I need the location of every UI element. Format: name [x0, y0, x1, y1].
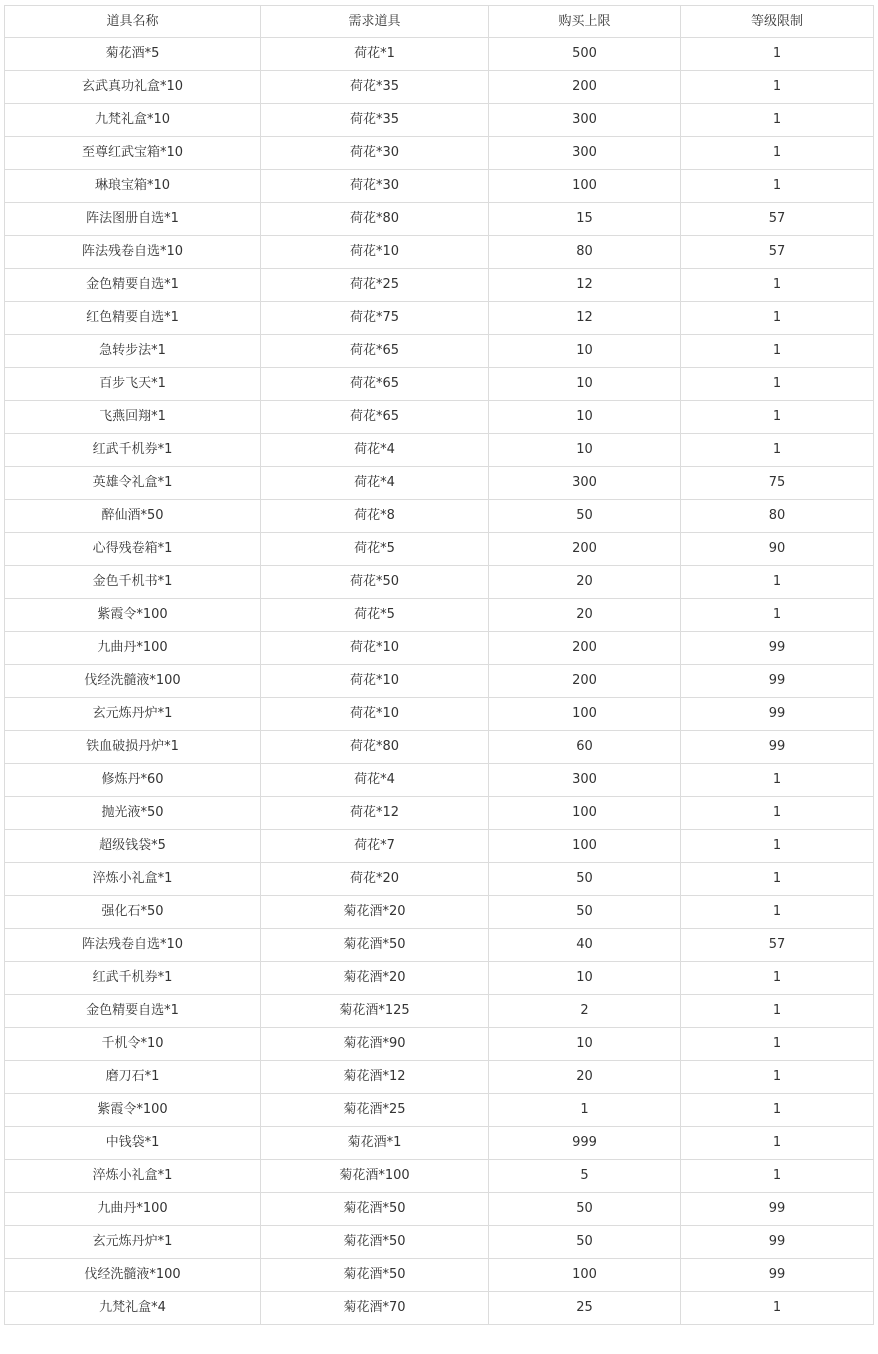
cell-level-limit: 1 — [681, 302, 874, 335]
table-row — [5, 731, 874, 764]
cell-purchase-limit: 999 — [489, 1127, 681, 1160]
cell-level-limit: 80 — [681, 500, 874, 533]
cell-purchase-limit: 10 — [489, 434, 681, 467]
cell-item-name: 心得残卷箱*1 — [5, 533, 261, 566]
cell-item-name: 伐经洗髓液*100 — [5, 1259, 261, 1292]
cell-item-name: 玄武真功礼盒*10 — [5, 71, 261, 104]
cell-purchase-limit: 50 — [489, 863, 681, 896]
cell-level-limit: 1 — [681, 1127, 874, 1160]
header-level-limit: 等级限制 — [681, 6, 874, 38]
table-row — [5, 1127, 874, 1160]
cell-purchase-limit: 200 — [489, 665, 681, 698]
cell-level-limit: 1 — [681, 335, 874, 368]
cell-purchase-limit: 15 — [489, 203, 681, 236]
cell-purchase-limit: 50 — [489, 500, 681, 533]
table-row — [5, 401, 874, 434]
cell-level-limit: 57 — [681, 929, 874, 962]
cell-item-name: 阵法残卷自选*10 — [5, 929, 261, 962]
cell-item-name: 急转步法*1 — [5, 335, 261, 368]
cell-level-limit: 1 — [681, 599, 874, 632]
cell-item-name: 超级钱袋*5 — [5, 830, 261, 863]
cell-level-limit: 1 — [681, 896, 874, 929]
cell-purchase-limit: 12 — [489, 269, 681, 302]
cell-required-item: 荷花*4 — [261, 434, 489, 467]
cell-purchase-limit: 10 — [489, 335, 681, 368]
header-row — [5, 6, 874, 38]
cell-required-item: 菊花酒*1 — [261, 1127, 489, 1160]
table-row — [5, 1094, 874, 1127]
cell-required-item: 荷花*30 — [261, 137, 489, 170]
cell-item-name: 金色精要自选*1 — [5, 995, 261, 1028]
cell-level-limit: 1 — [681, 401, 874, 434]
header-purchase-limit: 购买上限 — [489, 6, 681, 38]
cell-level-limit: 90 — [681, 533, 874, 566]
cell-level-limit: 1 — [681, 1292, 874, 1325]
cell-level-limit: 99 — [681, 731, 874, 764]
cell-required-item: 荷花*10 — [261, 698, 489, 731]
cell-required-item: 菊花酒*90 — [261, 1028, 489, 1061]
cell-required-item: 菊花酒*20 — [261, 962, 489, 995]
cell-purchase-limit: 80 — [489, 236, 681, 269]
table-row — [5, 533, 874, 566]
table-row — [5, 269, 874, 302]
cell-required-item: 荷花*5 — [261, 599, 489, 632]
cell-level-limit: 75 — [681, 467, 874, 500]
table-row — [5, 467, 874, 500]
cell-level-limit: 1 — [681, 104, 874, 137]
cell-required-item: 荷花*1 — [261, 38, 489, 71]
cell-item-name: 金色精要自选*1 — [5, 269, 261, 302]
cell-purchase-limit: 300 — [489, 104, 681, 137]
cell-purchase-limit: 100 — [489, 797, 681, 830]
cell-purchase-limit: 500 — [489, 38, 681, 71]
cell-item-name: 飞燕回翔*1 — [5, 401, 261, 434]
table-row — [5, 797, 874, 830]
cell-required-item: 菊花酒*100 — [261, 1160, 489, 1193]
cell-required-item: 荷花*4 — [261, 467, 489, 500]
cell-level-limit: 1 — [681, 1094, 874, 1127]
cell-item-name: 紫霞令*100 — [5, 1094, 261, 1127]
cell-required-item: 菊花酒*50 — [261, 1226, 489, 1259]
cell-purchase-limit: 300 — [489, 764, 681, 797]
cell-purchase-limit: 50 — [489, 896, 681, 929]
cell-item-name: 玄元炼丹炉*1 — [5, 1226, 261, 1259]
table-row — [5, 500, 874, 533]
cell-required-item: 荷花*5 — [261, 533, 489, 566]
cell-item-name: 英雄令礼盒*1 — [5, 467, 261, 500]
cell-purchase-limit: 10 — [489, 1028, 681, 1061]
cell-purchase-limit: 50 — [489, 1226, 681, 1259]
cell-level-limit: 1 — [681, 995, 874, 1028]
cell-required-item: 菊花酒*25 — [261, 1094, 489, 1127]
cell-item-name: 中钱袋*1 — [5, 1127, 261, 1160]
cell-purchase-limit: 20 — [489, 1061, 681, 1094]
cell-required-item: 荷花*4 — [261, 764, 489, 797]
table-row — [5, 302, 874, 335]
shop-exchange-table — [4, 5, 874, 1325]
table-row — [5, 566, 874, 599]
cell-level-limit: 99 — [681, 632, 874, 665]
table-row — [5, 434, 874, 467]
cell-item-name: 玄元炼丹炉*1 — [5, 698, 261, 731]
cell-required-item: 荷花*10 — [261, 632, 489, 665]
cell-purchase-limit: 10 — [489, 401, 681, 434]
cell-purchase-limit: 100 — [489, 170, 681, 203]
header-item-name: 道具名称 — [5, 6, 261, 38]
table-row — [5, 698, 874, 731]
cell-level-limit: 1 — [681, 1028, 874, 1061]
cell-purchase-limit: 100 — [489, 1259, 681, 1292]
cell-required-item: 荷花*30 — [261, 170, 489, 203]
cell-item-name: 磨刀石*1 — [5, 1061, 261, 1094]
table-row — [5, 1160, 874, 1193]
cell-purchase-limit: 200 — [489, 632, 681, 665]
cell-item-name: 百步飞天*1 — [5, 368, 261, 401]
cell-level-limit: 1 — [681, 830, 874, 863]
table-row — [5, 599, 874, 632]
header-required-item: 需求道具 — [261, 6, 489, 38]
table-body — [5, 38, 874, 1325]
shop-table-container — [4, 5, 873, 1325]
cell-level-limit: 1 — [681, 797, 874, 830]
cell-purchase-limit: 5 — [489, 1160, 681, 1193]
cell-level-limit: 99 — [681, 698, 874, 731]
cell-level-limit: 1 — [681, 269, 874, 302]
cell-level-limit: 1 — [681, 137, 874, 170]
table-row — [5, 896, 874, 929]
cell-item-name: 铁血破损丹炉*1 — [5, 731, 261, 764]
cell-level-limit: 1 — [681, 434, 874, 467]
cell-item-name: 阵法残卷自选*10 — [5, 236, 261, 269]
cell-item-name: 菊花酒*5 — [5, 38, 261, 71]
cell-required-item: 菊花酒*50 — [261, 1259, 489, 1292]
cell-purchase-limit: 20 — [489, 599, 681, 632]
cell-required-item: 荷花*75 — [261, 302, 489, 335]
cell-required-item: 荷花*7 — [261, 830, 489, 863]
cell-item-name: 琳琅宝箱*10 — [5, 170, 261, 203]
cell-item-name: 淬炼小礼盒*1 — [5, 1160, 261, 1193]
cell-level-limit: 99 — [681, 1193, 874, 1226]
cell-purchase-limit: 200 — [489, 71, 681, 104]
table-row — [5, 632, 874, 665]
cell-required-item: 荷花*35 — [261, 104, 489, 137]
cell-item-name: 强化石*50 — [5, 896, 261, 929]
cell-required-item: 菊花酒*50 — [261, 929, 489, 962]
cell-level-limit: 57 — [681, 203, 874, 236]
cell-item-name: 紫霞令*100 — [5, 599, 261, 632]
cell-purchase-limit: 10 — [489, 962, 681, 995]
table-row — [5, 1193, 874, 1226]
cell-level-limit: 1 — [681, 71, 874, 104]
cell-purchase-limit: 20 — [489, 566, 681, 599]
cell-purchase-limit: 300 — [489, 137, 681, 170]
cell-item-name: 醉仙酒*50 — [5, 500, 261, 533]
cell-item-name: 伐经洗髓液*100 — [5, 665, 261, 698]
cell-purchase-limit: 200 — [489, 533, 681, 566]
cell-item-name: 红色精要自选*1 — [5, 302, 261, 335]
table-row — [5, 335, 874, 368]
cell-purchase-limit: 12 — [489, 302, 681, 335]
cell-level-limit: 1 — [681, 38, 874, 71]
cell-level-limit: 1 — [681, 1160, 874, 1193]
table-row — [5, 1028, 874, 1061]
cell-required-item: 菊花酒*12 — [261, 1061, 489, 1094]
cell-required-item: 荷花*25 — [261, 269, 489, 302]
table-row — [5, 995, 874, 1028]
cell-item-name: 九梵礼盒*10 — [5, 104, 261, 137]
cell-purchase-limit: 60 — [489, 731, 681, 764]
table-row — [5, 1061, 874, 1094]
table-row — [5, 170, 874, 203]
cell-level-limit: 1 — [681, 368, 874, 401]
cell-required-item: 荷花*65 — [261, 335, 489, 368]
cell-required-item: 荷花*12 — [261, 797, 489, 830]
cell-item-name: 九曲丹*100 — [5, 632, 261, 665]
cell-item-name: 九梵礼盒*4 — [5, 1292, 261, 1325]
table-row — [5, 929, 874, 962]
cell-item-name: 至尊红武宝箱*10 — [5, 137, 261, 170]
cell-item-name: 淬炼小礼盒*1 — [5, 863, 261, 896]
cell-required-item: 菊花酒*70 — [261, 1292, 489, 1325]
cell-level-limit: 1 — [681, 962, 874, 995]
cell-required-item: 荷花*80 — [261, 731, 489, 764]
cell-item-name: 修炼丹*60 — [5, 764, 261, 797]
cell-item-name: 金色千机书*1 — [5, 566, 261, 599]
cell-required-item: 荷花*35 — [261, 71, 489, 104]
cell-item-name: 抛光液*50 — [5, 797, 261, 830]
cell-purchase-limit: 50 — [489, 1193, 681, 1226]
table-row — [5, 38, 874, 71]
cell-item-name: 阵法图册自选*1 — [5, 203, 261, 236]
cell-level-limit: 57 — [681, 236, 874, 269]
table-row — [5, 104, 874, 137]
cell-purchase-limit: 10 — [489, 368, 681, 401]
cell-level-limit: 1 — [681, 863, 874, 896]
cell-level-limit: 1 — [681, 1061, 874, 1094]
table-row — [5, 962, 874, 995]
cell-purchase-limit: 100 — [489, 830, 681, 863]
table-row — [5, 236, 874, 269]
cell-required-item: 菊花酒*20 — [261, 896, 489, 929]
cell-required-item: 荷花*65 — [261, 401, 489, 434]
table-row — [5, 1259, 874, 1292]
cell-item-name: 红武千机券*1 — [5, 434, 261, 467]
cell-required-item: 荷花*65 — [261, 368, 489, 401]
cell-required-item: 菊花酒*125 — [261, 995, 489, 1028]
cell-purchase-limit: 40 — [489, 929, 681, 962]
table-row — [5, 1292, 874, 1325]
cell-purchase-limit: 100 — [489, 698, 681, 731]
cell-item-name: 九曲丹*100 — [5, 1193, 261, 1226]
table-row — [5, 665, 874, 698]
cell-purchase-limit: 300 — [489, 467, 681, 500]
table-row — [5, 203, 874, 236]
cell-level-limit: 1 — [681, 170, 874, 203]
cell-purchase-limit: 25 — [489, 1292, 681, 1325]
cell-required-item: 荷花*8 — [261, 500, 489, 533]
cell-level-limit: 99 — [681, 665, 874, 698]
cell-required-item: 菊花酒*50 — [261, 1193, 489, 1226]
cell-level-limit: 1 — [681, 764, 874, 797]
cell-item-name: 千机令*10 — [5, 1028, 261, 1061]
cell-required-item: 荷花*80 — [261, 203, 489, 236]
cell-required-item: 荷花*10 — [261, 665, 489, 698]
table-row — [5, 368, 874, 401]
table-row — [5, 764, 874, 797]
cell-level-limit: 99 — [681, 1226, 874, 1259]
table-row — [5, 1226, 874, 1259]
cell-purchase-limit: 2 — [489, 995, 681, 1028]
table-row — [5, 71, 874, 104]
cell-required-item: 荷花*10 — [261, 236, 489, 269]
cell-level-limit: 1 — [681, 566, 874, 599]
cell-required-item: 荷花*50 — [261, 566, 489, 599]
cell-level-limit: 99 — [681, 1259, 874, 1292]
cell-required-item: 荷花*20 — [261, 863, 489, 896]
table-row — [5, 863, 874, 896]
cell-purchase-limit: 1 — [489, 1094, 681, 1127]
table-row — [5, 137, 874, 170]
table-header — [5, 6, 874, 38]
table-row — [5, 830, 874, 863]
cell-item-name: 红武千机券*1 — [5, 962, 261, 995]
